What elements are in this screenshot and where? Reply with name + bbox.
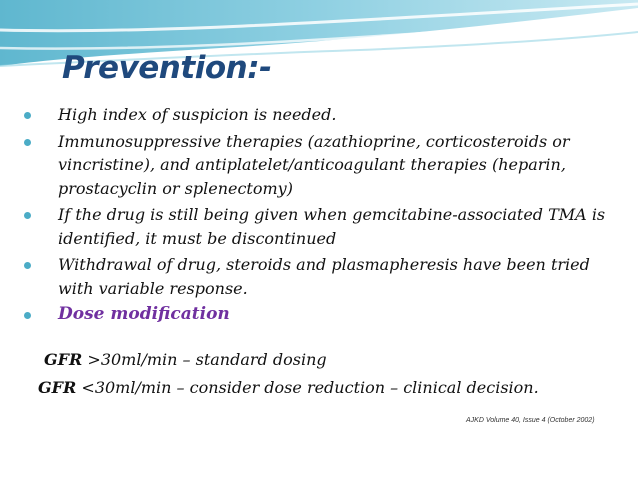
bullet-dot-icon bbox=[24, 262, 31, 269]
dose-heading-text: Dose modification bbox=[58, 304, 230, 324]
bullet-item bbox=[20, 103, 630, 127]
bullet-dot-icon bbox=[24, 212, 31, 219]
citation: AJKD Volume 40, Issue 4 (October 2002) bbox=[466, 417, 595, 424]
bullet-text: High index of suspicion is needed. bbox=[58, 105, 337, 124]
gfr-label: GFR bbox=[38, 378, 77, 397]
slide-title: Prevention:- bbox=[62, 50, 272, 86]
gfr-label: GFR bbox=[44, 350, 83, 369]
bullet-dot-icon bbox=[24, 139, 31, 146]
bullet-item bbox=[20, 130, 630, 201]
bullet-dot-icon bbox=[24, 312, 31, 319]
bullet-item bbox=[20, 253, 630, 300]
gfr-line-reduction bbox=[38, 378, 539, 397]
bullet-text: Withdrawal of drug, steroids and plasmapheresis have been tried with variable response. bbox=[58, 255, 590, 298]
gfr-text: <30ml/min – consider dose reduction – clinical decision. bbox=[76, 378, 539, 397]
bullet-dot-icon bbox=[24, 112, 31, 119]
bullet-list bbox=[20, 103, 630, 330]
gfr-text: >30ml/min – standard dosing bbox=[82, 350, 327, 369]
gfr-line-standard bbox=[44, 350, 327, 369]
bullet-item bbox=[20, 203, 630, 250]
bullet-text: If the drug is still being given when gemcitabine-associated TMA is identified, it must be discontinued bbox=[58, 205, 606, 248]
bullet-text: Immunosuppressive therapies (azathioprine, corticosteroids or vincristine), and antiplatelet/anticoagulant therapies (heparin, prostacyclin or splenectomy) bbox=[58, 131, 570, 198]
dose-modification-heading bbox=[20, 303, 630, 327]
